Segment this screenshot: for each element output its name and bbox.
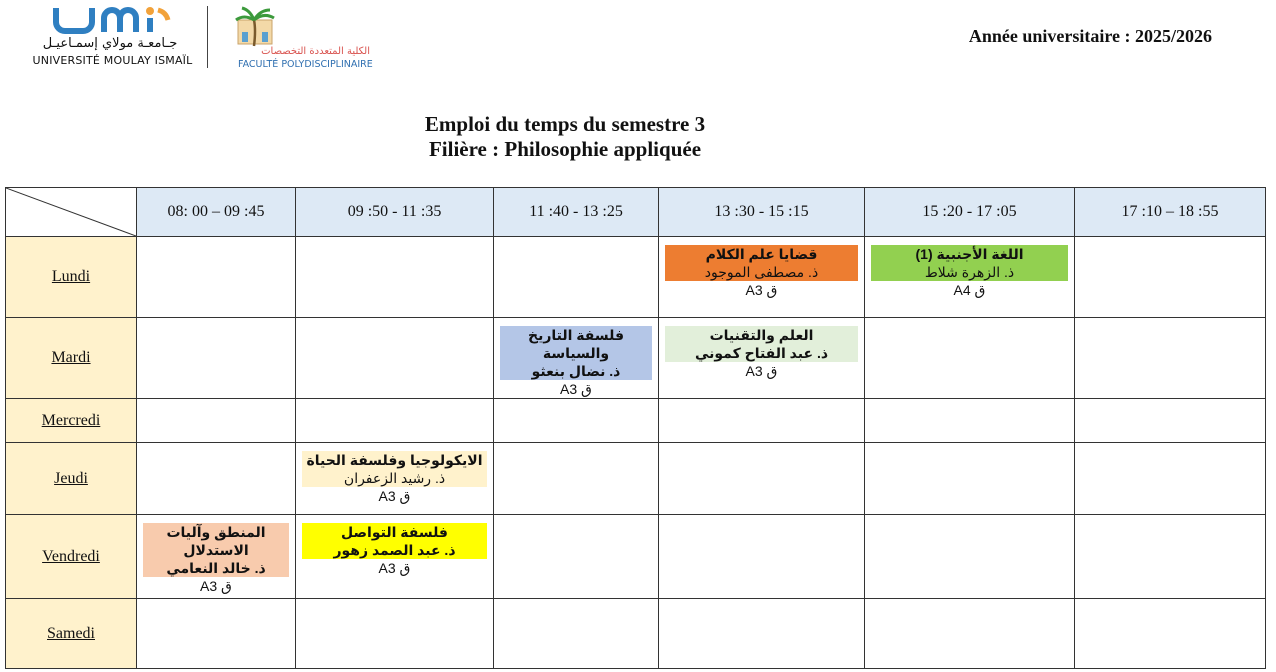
day-label-text: Lundi: [51, 268, 91, 285]
timetable-cell: [137, 599, 296, 669]
title-line-1: Emploi du temps du semestre 3: [424, 112, 706, 136]
timetable-cell: [494, 443, 659, 515]
timetable-cell: [137, 443, 296, 515]
timetable-cell: [865, 318, 1075, 399]
timetable-header-row: [6, 188, 1266, 237]
title-line-2: Filière : Philosophie appliquée: [428, 137, 702, 161]
timetable-cell: [296, 318, 494, 399]
day-label: [6, 515, 137, 599]
timetable-cell: [137, 237, 296, 318]
timetable-cell: [494, 515, 659, 599]
course-block: [143, 523, 289, 577]
professor-name: ذ. خالد النعامي: [166, 560, 266, 576]
timetable: [5, 187, 1266, 669]
umi-latin-name: UNIVERSITÉ MOULAY ISMAÏL: [32, 54, 193, 67]
timetable-cell: [659, 237, 865, 318]
room-label: ق A3: [745, 363, 778, 379]
timetable-cell: [865, 399, 1075, 443]
course-name: العلم والتقنيات: [709, 327, 814, 343]
timetable-cell: [659, 318, 865, 399]
faculty-logo: [220, 4, 373, 70]
day-label-text: Mardi: [51, 349, 91, 366]
umi-logo: [30, 6, 193, 70]
timetable-cell: [1075, 237, 1266, 318]
room-label: ق A4: [953, 282, 986, 298]
day-row: [6, 599, 1266, 669]
diagonal-line-icon: [6, 188, 136, 236]
umi-logo-mark-icon: [52, 6, 172, 34]
course-block: [665, 326, 858, 362]
day-label-text: Jeudi: [54, 469, 88, 487]
timetable-cell: [296, 443, 494, 515]
room-label: ق A3: [200, 578, 232, 594]
timetable-cell: [865, 515, 1075, 599]
course-name: فلسفة التاريخ والسياسة: [527, 327, 625, 361]
course-name: فلسفة التواصل: [341, 524, 448, 540]
day-label: [6, 599, 137, 669]
slot-header: 15 :20 - 17 :05: [865, 188, 1075, 237]
day-label-text: Vendredi: [42, 547, 100, 565]
course-name: المنطق وآليات الاستدلال: [166, 524, 266, 558]
day-label: [6, 399, 137, 443]
timetable-cell: [1075, 599, 1266, 669]
room-label: ق A3: [378, 488, 411, 504]
timetable-cell: [296, 399, 494, 443]
day-row: [6, 443, 1266, 515]
timetable-cell: [1075, 443, 1266, 515]
slot-header: 17 :10 – 18 :55: [1075, 188, 1266, 237]
professor-name: ذ. عبد الصمد زهور: [333, 542, 456, 558]
day-label: [6, 237, 137, 318]
timetable-cell: [296, 599, 494, 669]
professor-name: ذ. رشيد الزعفران: [343, 470, 446, 486]
timetable-cell: [1075, 399, 1266, 443]
day-label: [6, 318, 137, 399]
timetable-cell: [865, 443, 1075, 515]
room-label: ق A3: [560, 381, 592, 397]
faculty-arabic-name: الكلية المتعددة التخصصات: [261, 46, 370, 57]
timetable-cell: [137, 515, 296, 599]
timetable-cell: [1075, 515, 1266, 599]
day-label-text: Mercredi: [41, 411, 101, 429]
course-name: قضايا علم الكلام: [705, 246, 818, 262]
timetable-cell: [659, 443, 865, 515]
professor-name: ذ. الزهرة شلاط: [924, 264, 1015, 280]
corner-cell: [6, 188, 137, 237]
day-row: [6, 237, 1266, 318]
professor-name: ذ. عبد الفتاح كموني: [694, 345, 829, 361]
faculty-latin-name: FACULTÉ POLYDISCIPLINAIRE: [238, 59, 373, 70]
course-block: [665, 245, 858, 281]
slot-header: 09 :50 - 11 :35: [296, 188, 494, 237]
course-block: [302, 523, 487, 559]
page-title: [355, 112, 775, 162]
timetable-cell: [494, 399, 659, 443]
day-row: [6, 399, 1266, 443]
faculty-palm-icon: [232, 6, 282, 50]
logo-divider: [207, 6, 208, 68]
room-label: ق A3: [378, 560, 411, 576]
day-label: [6, 443, 137, 515]
timetable-cell: [659, 599, 865, 669]
timetable-cell: [865, 237, 1075, 318]
professor-name: ذ. نضال بنعثو: [531, 363, 621, 379]
professor-name: ذ. مصطفى الموجود: [704, 264, 819, 280]
umi-arabic-name: جـامعـة مولاي إسمـاعيـل: [42, 36, 178, 51]
timetable-cell: [137, 318, 296, 399]
timetable-cell: [659, 399, 865, 443]
timetable-cell: [494, 318, 659, 399]
course-block: [871, 245, 1068, 281]
timetable-cell: [494, 237, 659, 318]
timetable-cell: [296, 515, 494, 599]
academic-year: Année universitaire : 2025/2026: [968, 26, 1212, 46]
timetable-cell: [137, 399, 296, 443]
timetable-cell: [659, 515, 865, 599]
day-row: [6, 318, 1266, 399]
course-block: [500, 326, 652, 380]
day-row: [6, 515, 1266, 599]
course-name: الايكولوجيا وفلسفة الحياة: [306, 452, 483, 468]
slot-header: 08: 00 – 09 :45: [137, 188, 296, 237]
timetable-cell: [494, 599, 659, 669]
timetable-cell: [296, 237, 494, 318]
slot-header: 13 :30 - 15 :15: [659, 188, 865, 237]
timetable-cell: [865, 599, 1075, 669]
course-name: اللغة الأجنبية (1): [915, 246, 1024, 262]
course-block: [302, 451, 487, 487]
timetable-cell: [1075, 318, 1266, 399]
day-label-text: Samedi: [47, 624, 95, 642]
slot-header: 11 :40 - 13 :25: [494, 188, 659, 237]
room-label: ق A3: [745, 282, 778, 298]
